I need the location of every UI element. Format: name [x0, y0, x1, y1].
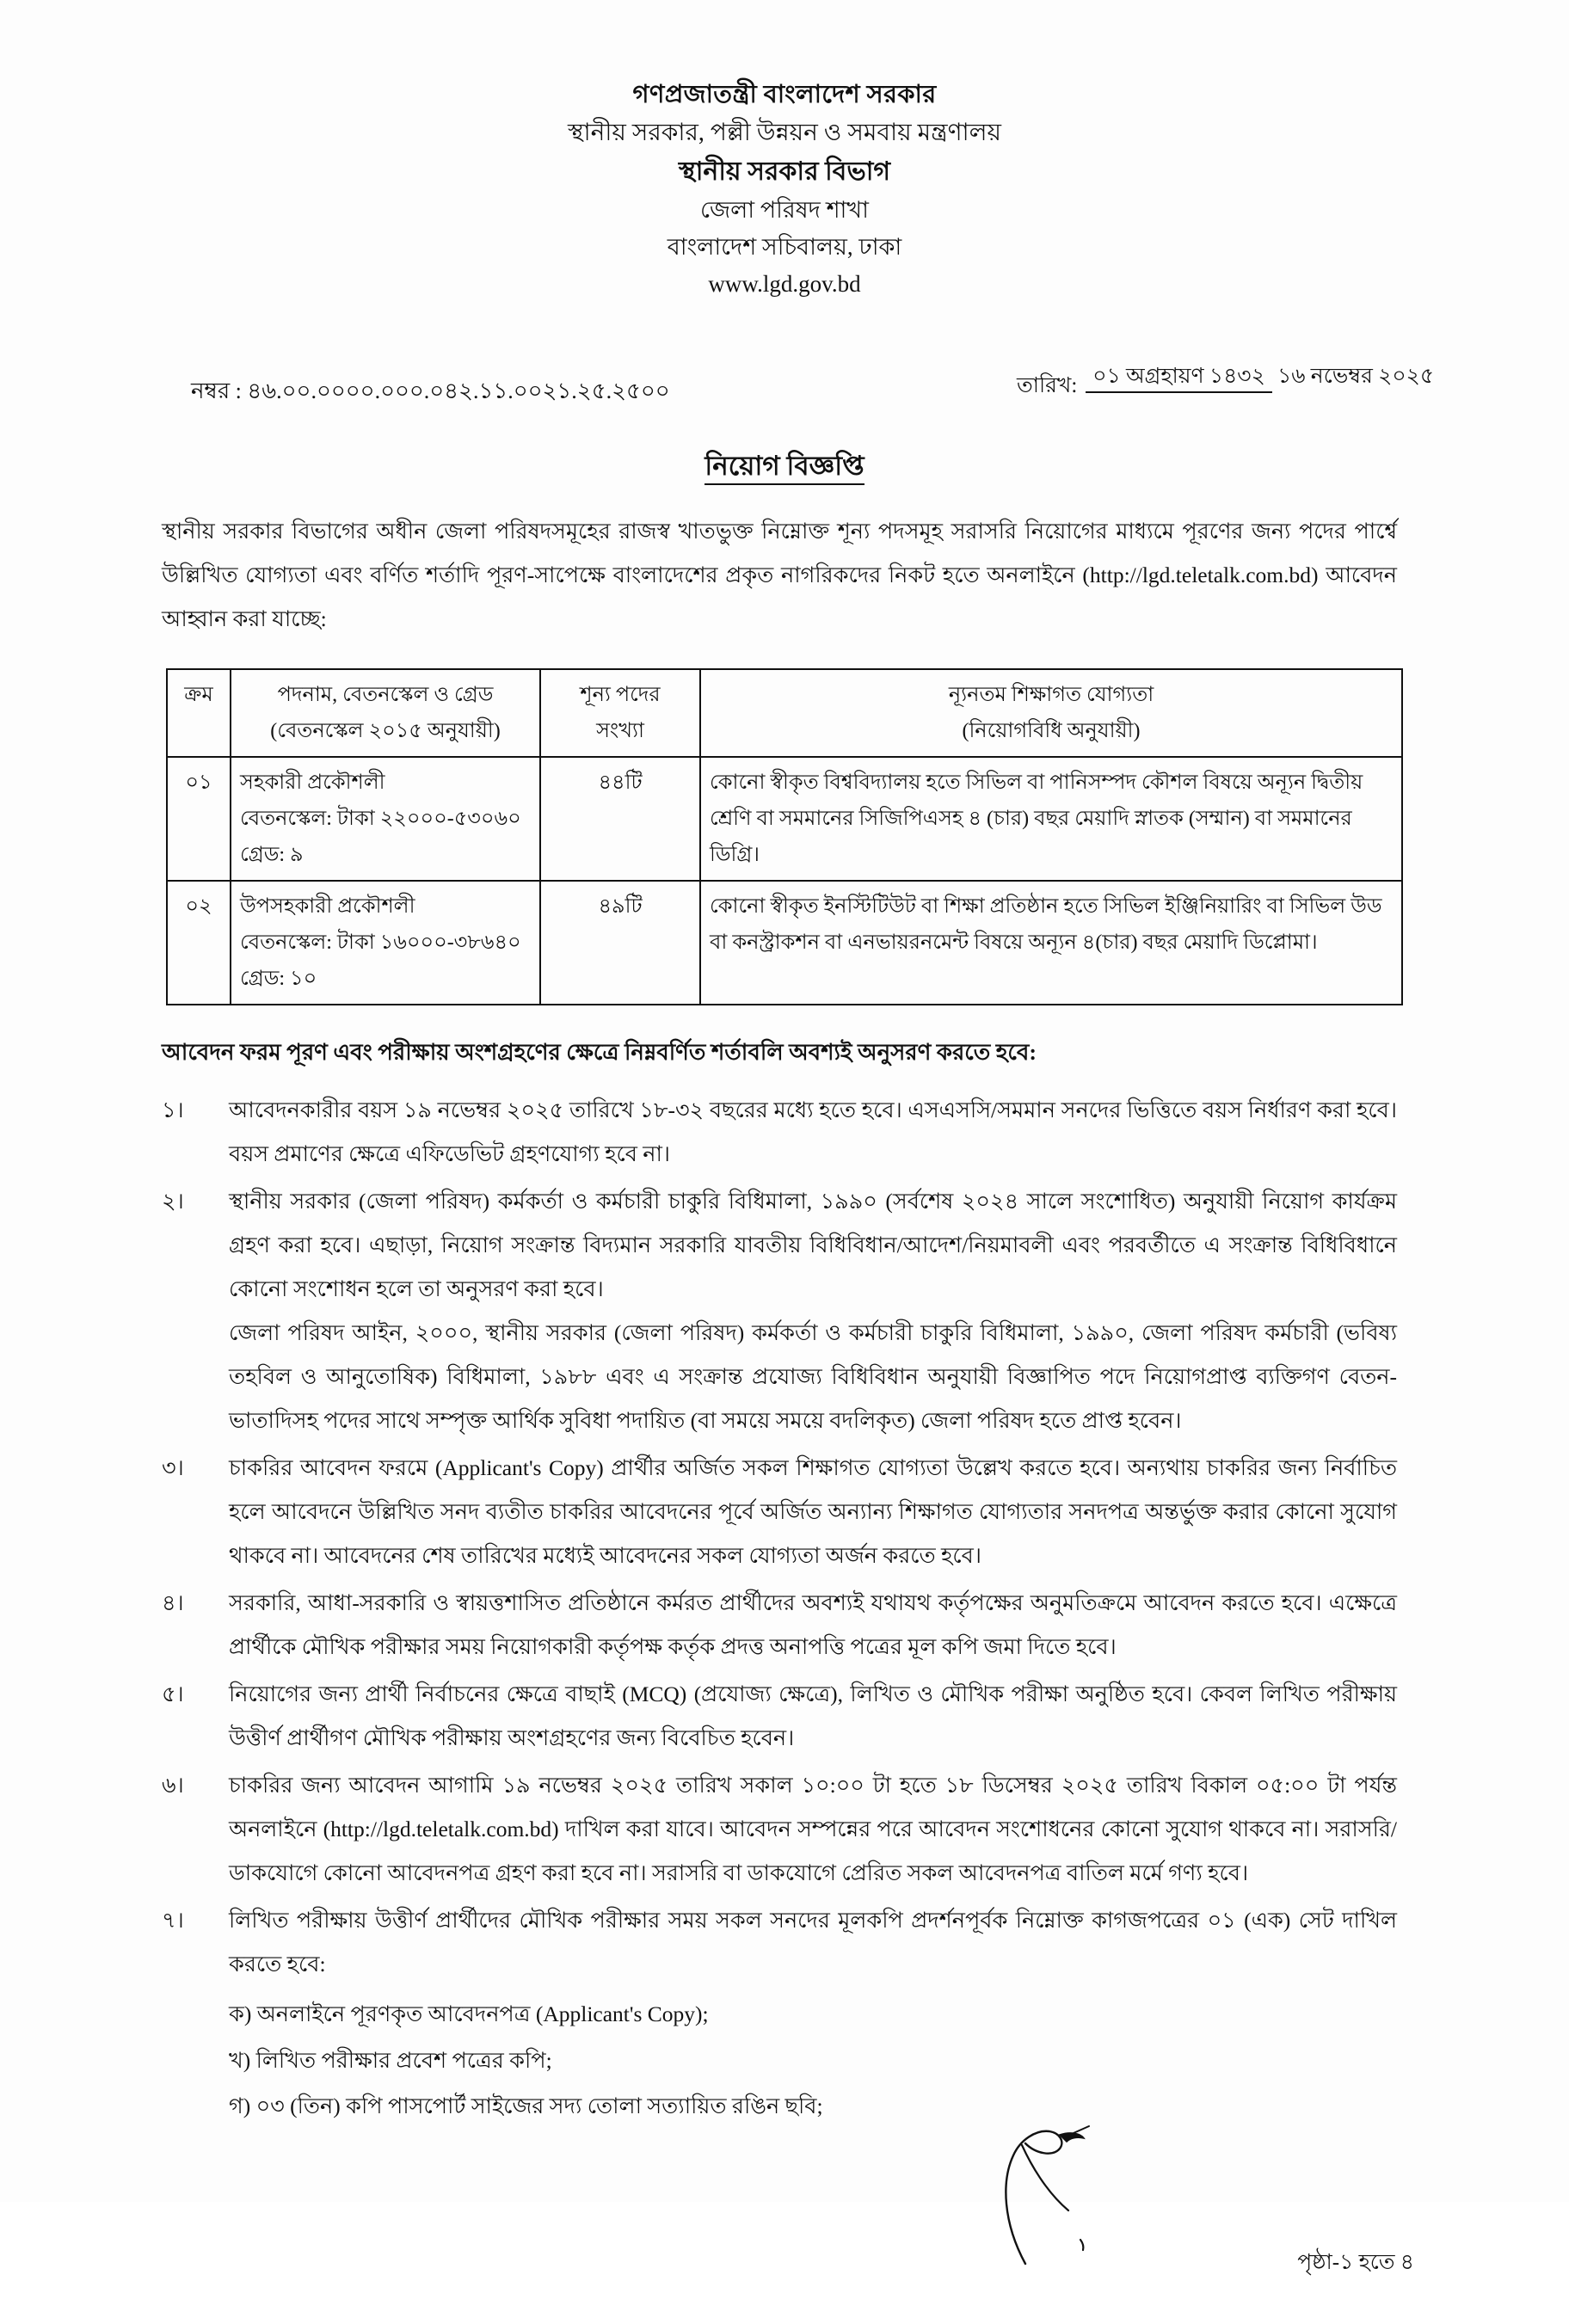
condition-subitem: গ) ০৩ (তিন) কপি পাসপোর্ট সাইজের সদ্য তোলা সত্যায়িত রঙিন ছবি; — [229, 2093, 823, 2119]
condition-item — [162, 1672, 1397, 1760]
row-qualification: কোনো স্বীকৃত বিশ্ববিদ্যালয় হতে সিভিল বা পানিসম্পদ কৌশল বিষয়ে অন্যূন দ্বিতীয় শ্রেণি বা সমমানের সিজিপিএসহ ৪ (চার) বছর মেয়াদি স্নাতক (সম্মান) বা সমমানের ডিগ্রি। — [700, 757, 1402, 881]
website-url: www.lgd.gov.bd — [708, 271, 861, 297]
row-serial: ০১ — [167, 757, 231, 881]
condition-text: সরকারি, আধা-সরকারি ও স্বায়ত্তশাসিত প্রতিষ্ঠানে কর্মরত প্রার্থীদের অবশ্যই যথাযথ কর্তৃপক্ষের অনুমতিক্রমে আবেদন করতে হবে। এক্ষেত্রে প্রার্থীকে মৌখিক পরীক্ষার সময় নিয়োগকারী কর্তৃপক্ষ কর্তৃক প্রদত্ত অনাপত্তি পত্রের মূল কপি জমা দিতে হবে। — [229, 1590, 1397, 1659]
th-post-line2: (বেতনস্কেল ২০১৫ অনুযায়ী) — [270, 720, 501, 742]
th-qualification — [700, 669, 1402, 757]
memo-number: নম্বর : ৪৬.০০.০০০০.০০০.০৪২.১১.০০২১.২৫.২৫০০ — [191, 378, 670, 403]
th-post-line1: পদনাম, বেতনস্কেল ও গ্রেড — [277, 684, 494, 706]
row-post — [231, 881, 540, 1005]
condition-item — [162, 1088, 1397, 1176]
page-title-text: নিয়োগ বিজ্ঞপ্তি — [705, 451, 864, 485]
table-header-row — [167, 669, 1402, 757]
condition-number: ৩। — [162, 1455, 184, 1480]
condition-number: ৪। — [162, 1590, 184, 1615]
division-name: স্থানীয় সরকার বিভাগ — [678, 157, 891, 186]
document-header — [0, 0, 1569, 296]
page-marker: পৃষ্ঠা-১ হতে ৪ — [1297, 2250, 1414, 2274]
memo-date-row — [0, 349, 1569, 423]
row-pay-scale: বেতনস্কেল: টাকা ১৬০০০-৩৮৬৪০ — [240, 931, 521, 954]
date-bengali: ০১ অগ্রহায়ণ ১৪৩২ — [1086, 365, 1272, 393]
intro-paragraph: স্থানীয় সরকার বিভাগের অধীন জেলা পরিষদসমূহের রাজস্ব খাতভুক্ত নিম্নোক্ত শূন্য পদসমূহ সরাসরি নিয়োগের মাধ্যমে পূরণের জন্য পদের পার্শ্বে উল্লিখিত যোগ্যতা এবং বর্ণিত শর্তাদি পূরণ-সাপেক্ষে বাংলাদেশের প্রকৃত নাগরিকদের নিকট হতে অনলাইনে (http://lgd.teletalk.com.bd) আবেদন আহ্বান করা যাচ্ছে: — [162, 519, 1397, 631]
th-vacancy — [540, 669, 700, 757]
th-vacancy-line2: সংখ্যা — [596, 720, 644, 742]
condition-text: লিখিত পরীক্ষায় উত্তীর্ণ প্রার্থীদের মৌখিক পরীক্ষার সময় সকল সনদের মূলকপি প্রদর্শনপূর্বক নিম্নোক্ত কাগজপত্রের ০১ (এক) সেট দাখিল করতে হবে: — [229, 1908, 1397, 1977]
condition-number: ৫। — [162, 1682, 184, 1706]
table-row — [167, 757, 1402, 881]
conditions-list — [162, 1088, 1397, 2130]
th-serial: ক্রম — [167, 669, 231, 757]
branch-name: জেলা পরিষদ শাখা — [700, 197, 869, 223]
condition-number: ২। — [162, 1189, 184, 1214]
condition-subitem: ক) অনলাইনে পূরণকৃত আবেদনপত্র (Applicant's Copy); — [229, 2001, 709, 2026]
row-post-name: উপসহকারী প্রকৌশলী — [240, 895, 415, 918]
row-grade: গ্রেড: ৯ — [240, 844, 304, 866]
row-grade: গ্রেড: ১০ — [240, 968, 317, 990]
row-serial: ০২ — [167, 881, 231, 1005]
condition-item — [162, 1898, 1397, 2130]
office-address: বাংলাদেশ সচিবালয়, ঢাকা — [667, 234, 902, 260]
condition-text: চাকরির আবেদন ফরমে (Applicant's Copy) প্রার্থীর অর্জিত সকল শিক্ষাগত যোগ্যতা উল্লেখ করতে হবে। অন্যথায় চাকরির জন্য নির্বাচিত হলে আবেদনে উল্লিখিত সনদ ব্যতীত চাকরির আবেদনের পূর্বে অর্জিত অন্যান্য শিক্ষাগত যোগ্যতার সনদপত্র অন্তর্ভুক্ত করার কোনো সুযোগ থাকবে না। আবেদনের শেষ তারিখের মধ্যেই আবেদনের সকল যোগ্যতা অর্জন করতে হবে। — [229, 1455, 1397, 1568]
condition-sublist — [229, 1991, 1397, 2130]
page-title — [0, 446, 1569, 490]
row-pay-scale: বেতনস্কেল: টাকা ২২০০০-৫৩০৬০ — [240, 808, 521, 830]
condition-item — [162, 1446, 1397, 1577]
condition-number: ৬। — [162, 1773, 184, 1798]
row-vacancy: ৪৪টি — [540, 757, 700, 881]
condition-number: ৭। — [162, 1908, 184, 1933]
condition-text: জেলা পরিষদ আইন, ২০০০, স্থানীয় সরকার (জেলা পরিষদ) কর্মকর্তা ও কর্মচারী চাকুরি বিধিমালা, ১৯৯০, জেলা পরিষদ কর্মচারী (ভবিষ্য তহবিল ও আনুতোষিক) বিধিমালা, ১৯৮৮ এবং এ সংক্রান্ত প্রযোজ্য বিধিবিধান অনুযায়ী বিজ্ঞাপিত পদে নিয়োগপ্রাপ্ত ব্যক্তিগণ বেতন-ভাতাদিসহ পদের সাথে সম্পৃক্ত আর্থিক সুবিধা পদায়িত (বা সময়ে সময়ে বদলিকৃত) জেলা পরিষদ হতে প্রাপ্ত হবেন। — [229, 1320, 1397, 1433]
condition-subitem: খ) লিখিত পরীক্ষার প্রবেশ পত্রের কপি; — [229, 2047, 552, 2073]
date-label: তারিখ: — [1017, 374, 1078, 397]
condition-item — [162, 1179, 1397, 1442]
row-qualification: কোনো স্বীকৃত ইনস্টিটিউট বা শিক্ষা প্রতিষ্ঠান হতে সিভিল ইঞ্জিনিয়ারিং বা সিভিল উড বা কনস্ট্রাকশন বা এনভায়রনমেন্ট বিষয়ে অন্যূন ৪(চার) বছর মেয়াদি ডিপ্লোমা। — [700, 881, 1402, 1005]
row-post — [231, 757, 540, 881]
condition-item — [162, 1581, 1397, 1669]
row-post-name: সহকারী প্রকৌশলী — [240, 772, 385, 794]
memo-date-block — [1017, 349, 1434, 405]
th-qualification-line2: (নিয়োগবিধি অনুযায়ী) — [962, 720, 1141, 742]
condition-text: নিয়োগের জন্য প্রার্থী নির্বাচনের ক্ষেত্রে বাছাই (MCQ) (প্রযোজ্য ক্ষেত্রে), লিখিত ও মৌখিক পরীক্ষা অনুষ্ঠিত হবে। কেবল লিখিত পরীক্ষায় উত্তীর্ণ প্রার্থীগণ মৌখিক পরীক্ষায় অংশগ্রহণের জন্য বিবেচিত হবেন। — [229, 1682, 1397, 1750]
vacancy-table — [166, 668, 1403, 1005]
date-stack — [1086, 359, 1434, 396]
condition-text: আবেদনকারীর বয়স ১৯ নভেম্বর ২০২৫ তারিখে ১৮-৩২ বছরের মধ্যে হতে হবে। এসএসসি/সমমান সনদের ভিত্তিতে বয়স নির্ধারণ করা হবে। বয়স প্রমাণের ক্ষেত্রে এফিডেভিট গ্রহণযোগ্য হবে না। — [229, 1097, 1397, 1166]
condition-item — [162, 1763, 1397, 1895]
signature-icon — [963, 2119, 1127, 2274]
th-qualification-line1: ন্যূনতম শিক্ষাগত যোগ্যতা — [948, 684, 1154, 706]
conditions-heading: আবেদন ফরম পূরণ এবং পরীক্ষায় অংশগ্রহণের ক্ষেত্রে নিম্নবর্ণিত শর্তাবলি অবশ্যই অনুসরণ করতে হবে: — [162, 1040, 1037, 1065]
th-post — [231, 669, 540, 757]
condition-number: ১। — [162, 1097, 184, 1122]
table-row — [167, 881, 1402, 1005]
government-name: গণপ্রজাতন্ত্রী বাংলাদেশ সরকার — [632, 81, 937, 108]
date-gregorian: ১৬ নভেম্বর ২০২৫ — [1277, 365, 1435, 388]
ministry-name: স্থানীয় সরকার, পল্লী উন্নয়ন ও সমবায় মন্ত্রণালয় — [567, 120, 1002, 146]
th-vacancy-line1: শূন্য পদের — [580, 684, 661, 706]
document-footer — [0, 2135, 1569, 2324]
condition-text: চাকরির জন্য আবেদন আগামি ১৯ নভেম্বর ২০২৫ তারিখ সকাল ১০:০০ টা হতে ১৮ ডিসেম্বর ২০২৫ তারিখ বিকাল ০৫:০০ টা পর্যন্ত অনলাইনে (http://lgd.teletalk.com.bd) দাখিল করা যাবে। আবেদন সম্পন্নের পরে আবেদন সংশোধনের কোনো সুযোগ থাকবে না। সরাসরি/ডাকযোগে কোনো আবেদনপত্র গ্রহণ করা হবে না। সরাসরি বা ডাকযোগে প্রেরিত সকল আবেদনপত্র বাতিল মর্মে গণ্য হবে। — [229, 1773, 1397, 1885]
row-vacancy: ৪৯টি — [540, 881, 700, 1005]
condition-text: স্থানীয় সরকার (জেলা পরিষদ) কর্মকর্তা ও কর্মচারী চাকুরি বিধিমালা, ১৯৯০ (সর্বশেষ ২০২৪ সালে সংশোধিত) অনুযায়ী নিয়োগ কার্যক্রম গ্রহণ করা হবে। এছাড়া, নিয়োগ সংক্রান্ত বিদ্যমান সরকারি যাবতীয় বিধিবিধান/আদেশ/নিয়মাবলী এবং পরবর্তীতে এ সংক্রান্ত বিধিবিধানে কোনো সংশোধন হলে তা অনুসরণ করা হবে। — [229, 1189, 1397, 1301]
